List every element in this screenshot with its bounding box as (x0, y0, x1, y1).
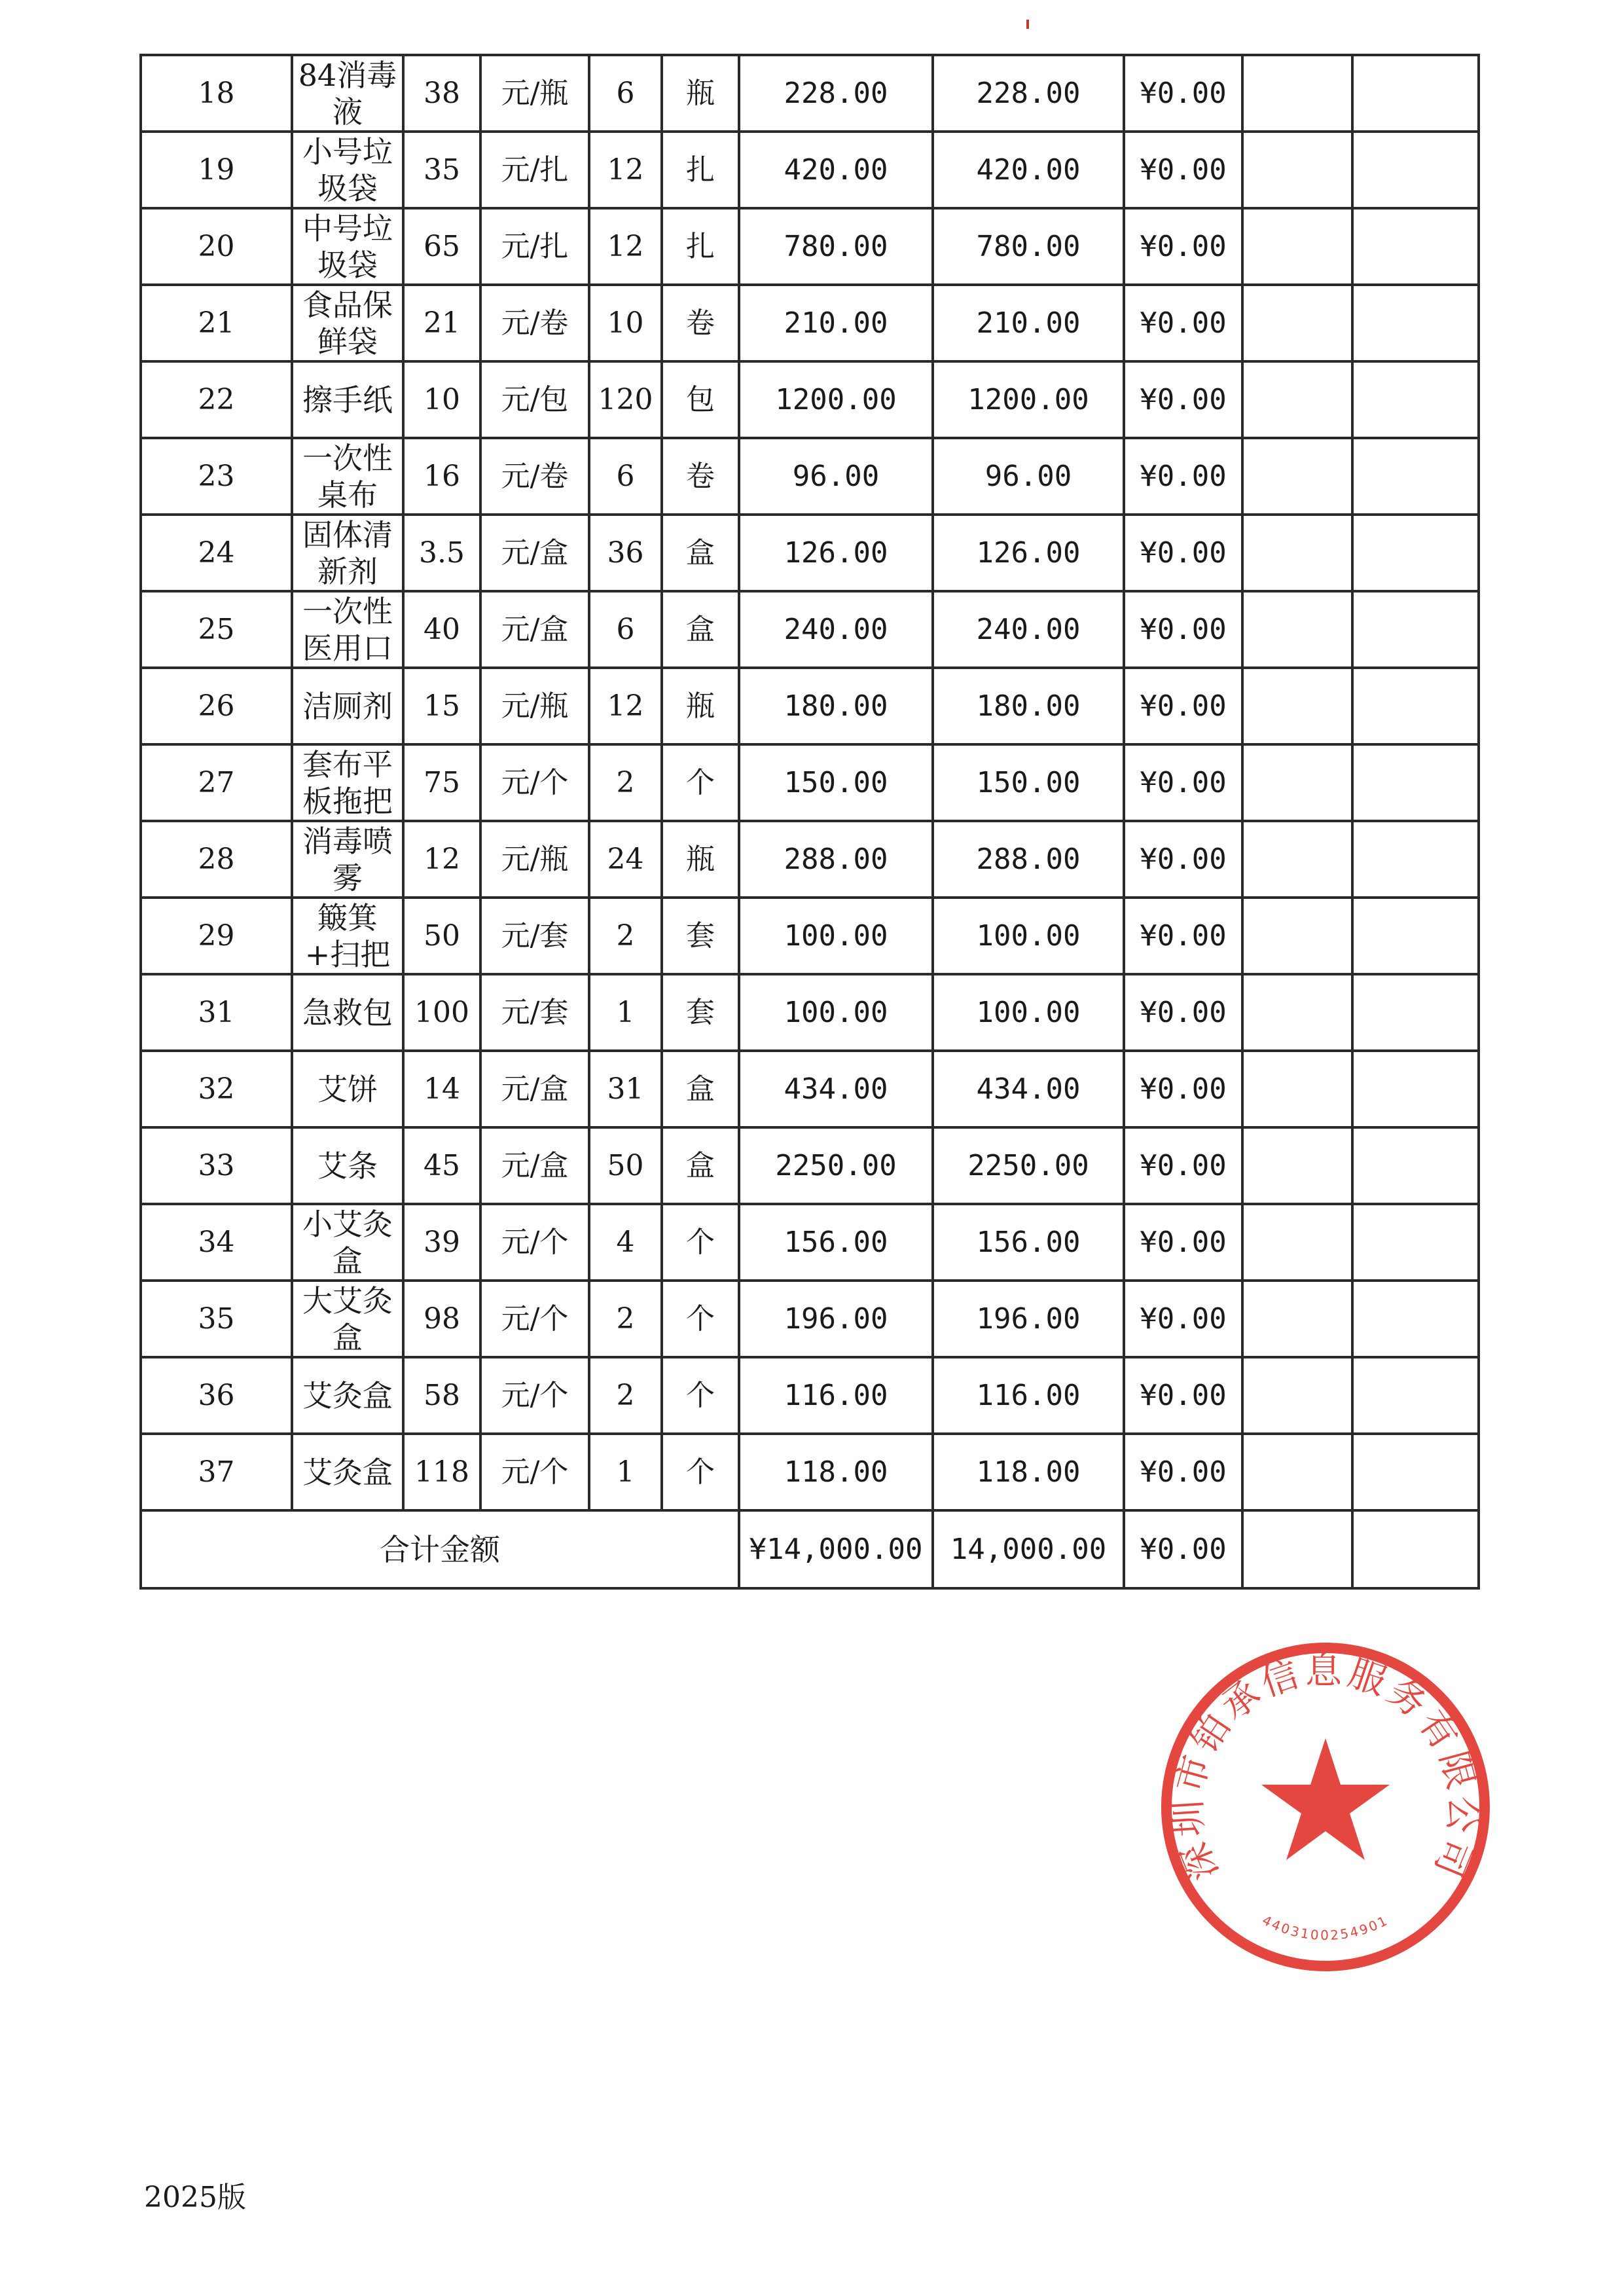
settled-amount: 96.00 (933, 438, 1124, 515)
table-row (141, 898, 1479, 974)
blank-cell (1352, 1281, 1479, 1357)
total-label: 合计金额 (141, 1510, 739, 1588)
item-name: 84消毒液 (292, 55, 403, 132)
table-row (141, 55, 1479, 132)
amount: 180.00 (739, 668, 933, 744)
table-row (141, 285, 1479, 361)
unit-price: 3.5 (403, 515, 480, 591)
quantity: 1 (589, 974, 662, 1051)
total-blank-1 (1242, 1510, 1352, 1588)
unit: 瓶 (662, 668, 739, 744)
item-name: 食品保鲜袋 (292, 285, 403, 361)
blank-cell (1242, 821, 1352, 898)
quantity: 6 (589, 591, 662, 668)
difference: ¥0.00 (1124, 668, 1242, 744)
blank-cell (1352, 668, 1479, 744)
settled-amount: 100.00 (933, 974, 1124, 1051)
blank-cell (1352, 55, 1479, 132)
blank-cell (1352, 974, 1479, 1051)
unit: 盒 (662, 1051, 739, 1127)
unit-price: 118 (403, 1434, 480, 1510)
table-row (141, 1357, 1479, 1434)
table-row (141, 821, 1479, 898)
table-row (141, 515, 1479, 591)
item-name: 固体清新剂 (292, 515, 403, 591)
difference: ¥0.00 (1124, 515, 1242, 591)
item-name: 擦手纸 (292, 361, 403, 438)
price-unit: 元/扎 (480, 132, 589, 208)
version-label: 2025版 (144, 2181, 246, 2214)
settled-amount: 118.00 (933, 1434, 1124, 1510)
settled-amount: 420.00 (933, 132, 1124, 208)
item-name: 大艾灸盒 (292, 1281, 403, 1357)
blank-cell (1242, 744, 1352, 821)
unit-price: 58 (403, 1357, 480, 1434)
price-unit: 元/包 (480, 361, 589, 438)
settled-amount: 434.00 (933, 1051, 1124, 1127)
price-unit: 元/盒 (480, 515, 589, 591)
price-unit: 元/盒 (480, 1127, 589, 1204)
blank-cell (1352, 132, 1479, 208)
table-body (141, 55, 1479, 1510)
blank-cell (1242, 668, 1352, 744)
amount: 240.00 (739, 591, 933, 668)
unit: 个 (662, 1357, 739, 1434)
table-row (141, 1204, 1479, 1281)
difference: ¥0.00 (1124, 1127, 1242, 1204)
blank-cell (1242, 1127, 1352, 1204)
item-name: 中号垃圾袋 (292, 208, 403, 285)
table-row (141, 361, 1479, 438)
item-name: 急救包 (292, 974, 403, 1051)
blank-cell (1352, 1051, 1479, 1127)
difference: ¥0.00 (1124, 285, 1242, 361)
difference: ¥0.00 (1124, 132, 1242, 208)
price-unit: 元/扎 (480, 208, 589, 285)
unit-price: 75 (403, 744, 480, 821)
unit: 盒 (662, 591, 739, 668)
settled-amount: 780.00 (933, 208, 1124, 285)
unit: 包 (662, 361, 739, 438)
row-number: 18 (141, 55, 292, 132)
price-unit: 元/套 (480, 898, 589, 974)
settled-amount: 156.00 (933, 1204, 1124, 1281)
settled-amount: 116.00 (933, 1357, 1124, 1434)
unit-price: 15 (403, 668, 480, 744)
row-number: 31 (141, 974, 292, 1051)
price-unit: 元/盒 (480, 1051, 589, 1127)
blank-cell (1242, 1434, 1352, 1510)
unit-price: 50 (403, 898, 480, 974)
blank-cell (1242, 208, 1352, 285)
quantity: 6 (589, 55, 662, 132)
blank-cell (1242, 55, 1352, 132)
amount: 96.00 (739, 438, 933, 515)
table-row (141, 1051, 1479, 1127)
unit: 个 (662, 1281, 739, 1357)
unit-price: 12 (403, 821, 480, 898)
blank-cell (1352, 744, 1479, 821)
quantity: 2 (589, 898, 662, 974)
blank-cell (1352, 1204, 1479, 1281)
difference: ¥0.00 (1124, 974, 1242, 1051)
price-unit: 元/个 (480, 1434, 589, 1510)
row-number: 25 (141, 591, 292, 668)
quantity: 4 (589, 1204, 662, 1281)
quantity: 12 (589, 668, 662, 744)
blank-cell (1352, 1357, 1479, 1434)
difference: ¥0.00 (1124, 1281, 1242, 1357)
settled-amount: 180.00 (933, 668, 1124, 744)
difference: ¥0.00 (1124, 1434, 1242, 1510)
item-name: 消毒喷雾 (292, 821, 403, 898)
amount: 118.00 (739, 1434, 933, 1510)
blank-cell (1242, 285, 1352, 361)
quantity: 2 (589, 1281, 662, 1357)
unit-price: 10 (403, 361, 480, 438)
item-name: 一次性桌布 (292, 438, 403, 515)
blank-cell (1242, 1204, 1352, 1281)
item-name: 小艾灸盒 (292, 1204, 403, 1281)
amount: 196.00 (739, 1281, 933, 1357)
price-unit: 元/个 (480, 1281, 589, 1357)
settled-amount: 210.00 (933, 285, 1124, 361)
row-number: 35 (141, 1281, 292, 1357)
blank-cell (1352, 515, 1479, 591)
difference: ¥0.00 (1124, 591, 1242, 668)
quantity: 120 (589, 361, 662, 438)
quantity: 2 (589, 1357, 662, 1434)
total-amount-2: 14,000.00 (933, 1510, 1124, 1588)
amount: 100.00 (739, 974, 933, 1051)
unit: 个 (662, 1434, 739, 1510)
amount: 116.00 (739, 1357, 933, 1434)
item-name: 套布平板拖把 (292, 744, 403, 821)
unit-price: 45 (403, 1127, 480, 1204)
table-row (141, 668, 1479, 744)
blank-cell (1352, 438, 1479, 515)
row-number: 29 (141, 898, 292, 974)
table-row (141, 744, 1479, 821)
amount: 150.00 (739, 744, 933, 821)
seal-code: 4403100254901 (1259, 1912, 1392, 1943)
blank-cell (1242, 974, 1352, 1051)
item-name: 簸箕+扫把 (292, 898, 403, 974)
amount: 100.00 (739, 898, 933, 974)
row-number: 36 (141, 1357, 292, 1434)
unit: 个 (662, 744, 739, 821)
total-diff: ¥0.00 (1124, 1510, 1242, 1588)
total-blank-2 (1352, 1510, 1479, 1588)
unit-price: 40 (403, 591, 480, 668)
seal-star-icon (1261, 1738, 1390, 1860)
settled-amount: 126.00 (933, 515, 1124, 591)
company-seal (1155, 1637, 1496, 1977)
unit: 盒 (662, 1127, 739, 1204)
table-row (141, 974, 1479, 1051)
blank-cell (1352, 821, 1479, 898)
settled-amount: 2250.00 (933, 1127, 1124, 1204)
price-unit: 元/个 (480, 1204, 589, 1281)
blank-cell (1242, 438, 1352, 515)
row-number: 28 (141, 821, 292, 898)
price-unit: 元/瓶 (480, 821, 589, 898)
quantity: 2 (589, 744, 662, 821)
table-row (141, 208, 1479, 285)
table-row (141, 438, 1479, 515)
table-row (141, 1281, 1479, 1357)
unit: 套 (662, 898, 739, 974)
blank-cell (1242, 515, 1352, 591)
row-number: 21 (141, 285, 292, 361)
amount: 780.00 (739, 208, 933, 285)
quantity: 36 (589, 515, 662, 591)
quantity: 6 (589, 438, 662, 515)
blank-cell (1242, 1357, 1352, 1434)
item-name: 艾条 (292, 1127, 403, 1204)
row-number: 27 (141, 744, 292, 821)
supplies-table (139, 54, 1480, 1590)
row-number: 23 (141, 438, 292, 515)
amount: 210.00 (739, 285, 933, 361)
difference: ¥0.00 (1124, 744, 1242, 821)
unit: 扎 (662, 208, 739, 285)
amount: 156.00 (739, 1204, 933, 1281)
row-number: 33 (141, 1127, 292, 1204)
unit-price: 39 (403, 1204, 480, 1281)
item-name: 艾饼 (292, 1051, 403, 1127)
amount: 2250.00 (739, 1127, 933, 1204)
blank-cell (1352, 361, 1479, 438)
blank-cell (1242, 1051, 1352, 1127)
blank-cell (1352, 1434, 1479, 1510)
row-number: 24 (141, 515, 292, 591)
difference: ¥0.00 (1124, 438, 1242, 515)
unit: 个 (662, 1204, 739, 1281)
unit: 扎 (662, 132, 739, 208)
unit: 套 (662, 974, 739, 1051)
item-name: 小号垃圾袋 (292, 132, 403, 208)
difference: ¥0.00 (1124, 898, 1242, 974)
amount: 434.00 (739, 1051, 933, 1127)
price-unit: 元/个 (480, 744, 589, 821)
blank-cell (1242, 898, 1352, 974)
amount: 288.00 (739, 821, 933, 898)
quantity: 1 (589, 1434, 662, 1510)
settled-amount: 288.00 (933, 821, 1124, 898)
amount: 126.00 (739, 515, 933, 591)
unit-price: 98 (403, 1281, 480, 1357)
quantity: 50 (589, 1127, 662, 1204)
total-row (141, 1510, 1479, 1588)
blank-cell (1352, 591, 1479, 668)
blank-cell (1242, 132, 1352, 208)
quantity: 31 (589, 1051, 662, 1127)
difference: ¥0.00 (1124, 1357, 1242, 1434)
unit-price: 16 (403, 438, 480, 515)
total-amount: ¥14,000.00 (739, 1510, 933, 1588)
price-unit: 元/卷 (480, 285, 589, 361)
blank-cell (1242, 591, 1352, 668)
row-number: 32 (141, 1051, 292, 1127)
table-row (141, 591, 1479, 668)
price-unit: 元/盒 (480, 591, 589, 668)
blank-cell (1242, 1281, 1352, 1357)
difference: ¥0.00 (1124, 208, 1242, 285)
row-number: 20 (141, 208, 292, 285)
settled-amount: 228.00 (933, 55, 1124, 132)
unit-price: 100 (403, 974, 480, 1051)
difference: ¥0.00 (1124, 55, 1242, 132)
unit-price: 38 (403, 55, 480, 132)
settled-amount: 1200.00 (933, 361, 1124, 438)
row-number: 19 (141, 132, 292, 208)
unit: 盒 (662, 515, 739, 591)
price-unit: 元/瓶 (480, 55, 589, 132)
table-row (141, 1127, 1479, 1204)
unit-price: 65 (403, 208, 480, 285)
settled-amount: 150.00 (933, 744, 1124, 821)
unit: 卷 (662, 438, 739, 515)
item-name: 洁厕剂 (292, 668, 403, 744)
unit-price: 35 (403, 132, 480, 208)
difference: ¥0.00 (1124, 361, 1242, 438)
unit: 瓶 (662, 55, 739, 132)
item-name: 一次性医用口 (292, 591, 403, 668)
amount: 420.00 (739, 132, 933, 208)
row-number: 26 (141, 668, 292, 744)
unit-price: 21 (403, 285, 480, 361)
price-unit: 元/卷 (480, 438, 589, 515)
difference: ¥0.00 (1124, 1051, 1242, 1127)
amount: 228.00 (739, 55, 933, 132)
quantity: 12 (589, 132, 662, 208)
price-unit: 元/个 (480, 1357, 589, 1434)
price-unit: 元/套 (480, 974, 589, 1051)
scan-mark (1026, 20, 1029, 29)
unit-price: 14 (403, 1051, 480, 1127)
difference: ¥0.00 (1124, 821, 1242, 898)
row-number: 22 (141, 361, 292, 438)
difference: ¥0.00 (1124, 1204, 1242, 1281)
blank-cell (1352, 208, 1479, 285)
seal-company-name: 深圳市铂承信息服务有限公司 (1166, 1650, 1485, 1887)
unit: 卷 (662, 285, 739, 361)
settled-amount: 196.00 (933, 1281, 1124, 1357)
table-row (141, 1434, 1479, 1510)
row-number: 34 (141, 1204, 292, 1281)
blank-cell (1242, 361, 1352, 438)
item-name: 艾灸盒 (292, 1434, 403, 1510)
quantity: 24 (589, 821, 662, 898)
row-number: 37 (141, 1434, 292, 1510)
item-name: 艾灸盒 (292, 1357, 403, 1434)
quantity: 12 (589, 208, 662, 285)
blank-cell (1352, 285, 1479, 361)
settled-amount: 100.00 (933, 898, 1124, 974)
settled-amount: 240.00 (933, 591, 1124, 668)
amount: 1200.00 (739, 361, 933, 438)
blank-cell (1352, 1127, 1479, 1204)
unit: 瓶 (662, 821, 739, 898)
quantity: 10 (589, 285, 662, 361)
price-unit: 元/瓶 (480, 668, 589, 744)
blank-cell (1352, 898, 1479, 974)
table-row (141, 132, 1479, 208)
